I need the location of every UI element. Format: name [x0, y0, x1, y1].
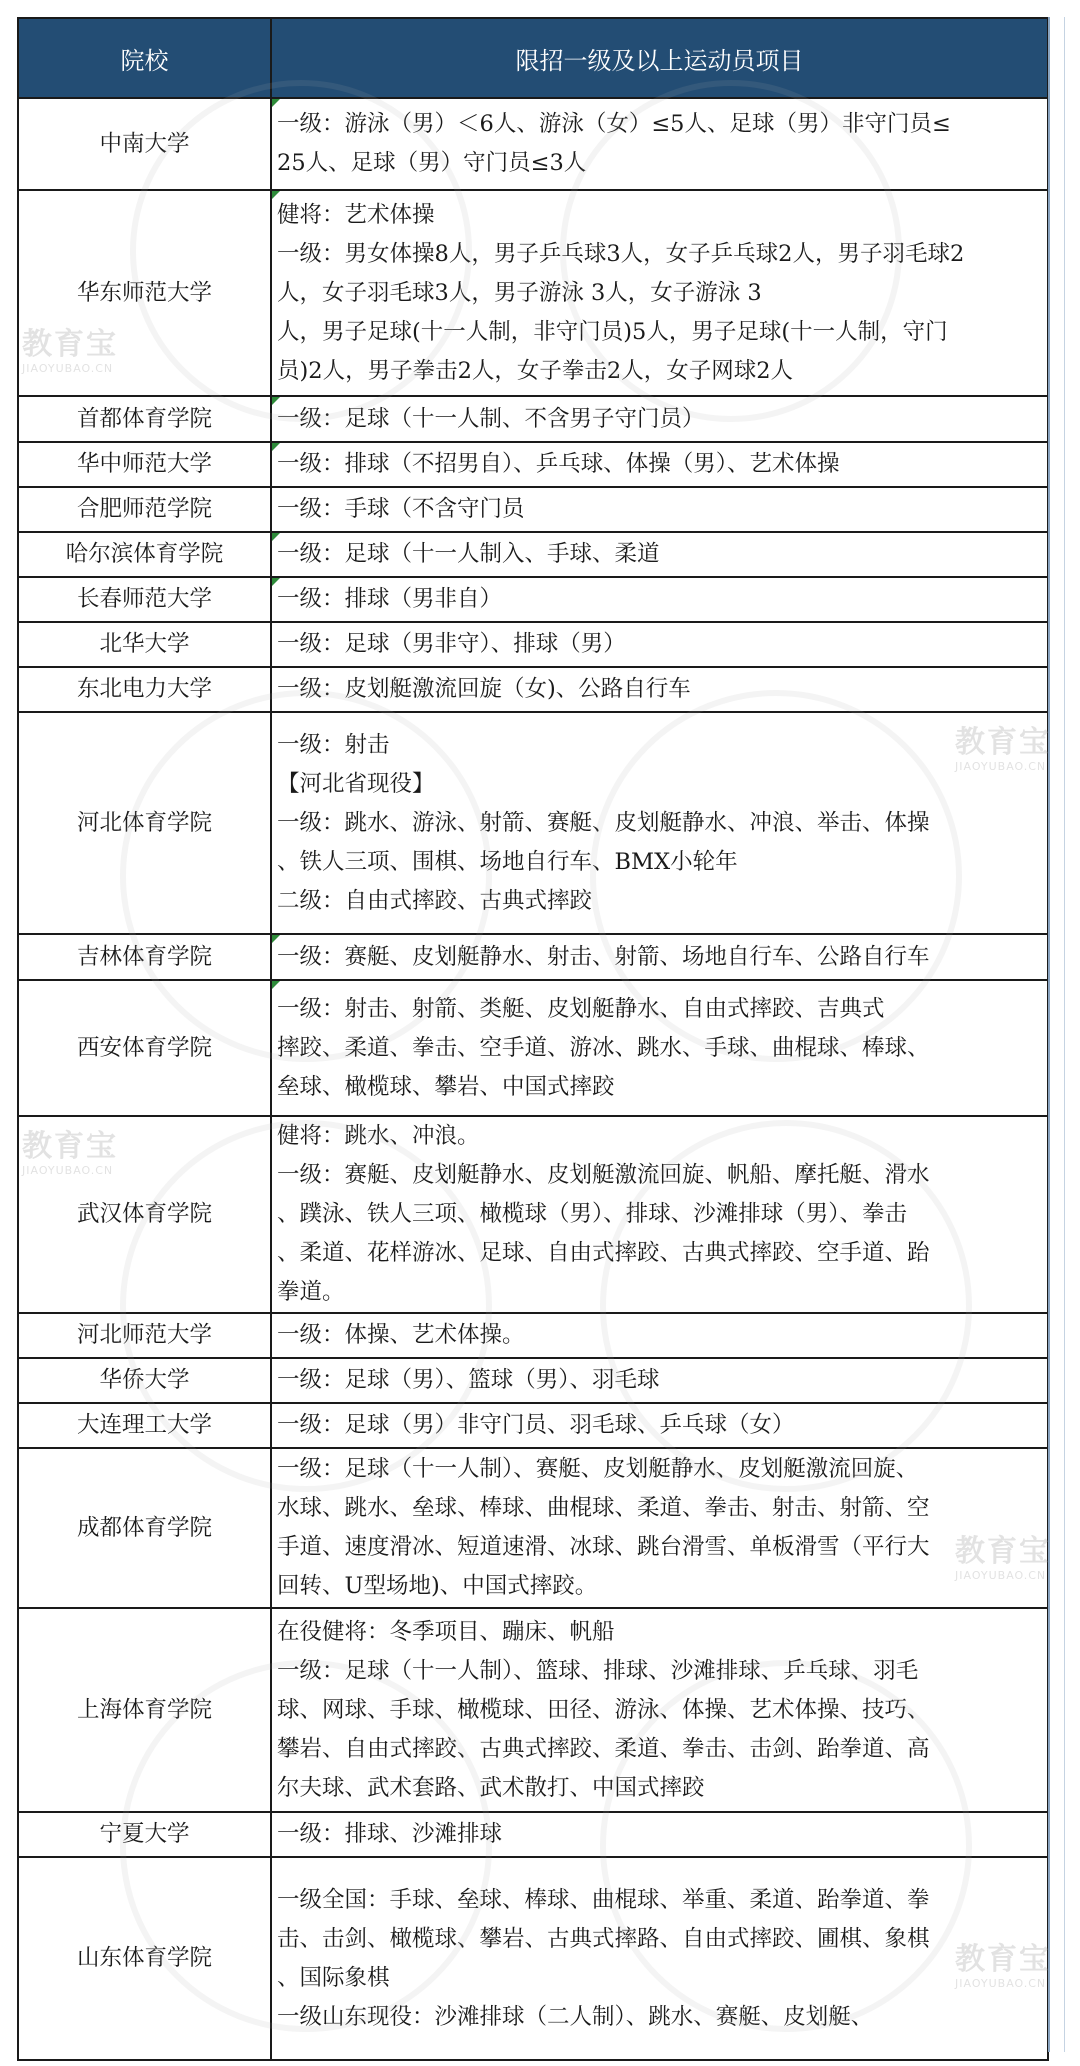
- school-name: 山东体育学院: [18, 1857, 271, 2060]
- watermark-brand: 教育宝: [955, 1942, 1051, 1977]
- requirement-line: 尔夫球、武术套路、武术散打、中国式摔跤: [277, 1774, 705, 1801]
- requirement-line: 一级：排球、沙滩排球: [277, 1821, 503, 1847]
- watermark-domain: JIAOYUBAO.CN: [22, 1164, 114, 1177]
- table-row: [18, 577, 1048, 622]
- watermark-brand: 教育宝: [22, 1129, 118, 1164]
- requirement-line: 回转、U型场地)、中国式摔跤。: [277, 1573, 598, 1599]
- requirement-line: 一级：体操、艺术体操。: [277, 1322, 525, 1348]
- watermark-domain: JIAOYUBAO.CN: [955, 760, 1047, 773]
- table-row: [18, 1812, 1048, 1857]
- school-name: 西安体育学院: [18, 980, 271, 1116]
- school-name: 吉林体育学院: [18, 934, 271, 980]
- sport-requirements: [271, 487, 1048, 532]
- sport-requirements: [271, 622, 1048, 667]
- requirement-line: 一级：赛艇、皮划艇静水、皮划艇激流回旋、帆船、摩托艇、滑水: [277, 1162, 930, 1188]
- requirement-line: 、国际象棋: [277, 1964, 390, 1991]
- school-name: 北华大学: [18, 622, 271, 667]
- requirement-line: 一级：足球（十一人制入、手球、柔道: [277, 541, 660, 567]
- sport-requirements: [271, 190, 1048, 396]
- sport-requirements: [271, 442, 1048, 487]
- requirement-line: 一级：手球（不含守门员: [277, 496, 525, 522]
- school-name: 武汉体育学院: [18, 1116, 271, 1313]
- table-header-row: [18, 18, 1048, 98]
- comment-marker-icon: [272, 397, 280, 405]
- comment-marker-icon: [272, 981, 280, 989]
- table-row: [18, 934, 1048, 980]
- watermark-domain: JIAOYUBAO.CN: [955, 1977, 1047, 1990]
- watermark-brand: 教育宝: [22, 327, 118, 362]
- requirement-line: 击、击剑、橄榄球、攀岩、古典式摔路、自由式摔跤、圃棋、象棋: [277, 1925, 930, 1952]
- requirement-line: 健将：跳水、冲浪。: [277, 1123, 480, 1149]
- table-row: [18, 1358, 1048, 1403]
- requirement-line: 一级：射击: [277, 731, 390, 758]
- table-row: [18, 442, 1048, 487]
- requirement-line: 水球、跳水、垒球、棒球、曲棍球、柔道、拳击、射击、射箭、空: [277, 1495, 930, 1521]
- requirement-line: 一级：足球（男）、篮球（男）、羽毛球: [277, 1367, 660, 1393]
- requirement-line: 一级：射击、射箭、类艇、皮划艇静水、自由式摔跤、吉典式: [277, 995, 885, 1022]
- requirement-line: 一级：排球（不招男自）、乒乓球、体操（男）、艺术体操: [277, 451, 840, 477]
- requirement-line: 垒球、橄榄球、攀岩、中国式摔跤: [277, 1073, 615, 1100]
- sport-requirements: [271, 1857, 1048, 2060]
- school-name: 华中师范大学: [18, 442, 271, 487]
- admission-table: [17, 17, 1049, 2061]
- comment-marker-icon: [272, 99, 280, 107]
- requirement-line: 员)2人，男子拳击2人，女子拳击2人，女子网球2人: [277, 357, 794, 384]
- watermark-brand: 教育宝: [955, 725, 1051, 760]
- school-name: 大连理工大学: [18, 1403, 271, 1448]
- school-name: 首都体育学院: [18, 396, 271, 442]
- requirement-line: 25人、足球（男）守门员≤3人: [277, 150, 587, 176]
- requirement-line: 摔跤、柔道、拳击、空手道、游冰、跳水、手球、曲棍球、棒球、: [277, 1034, 930, 1061]
- page-edge-line: [1064, 17, 1065, 2052]
- page-edge-shadow: [1048, 17, 1062, 2052]
- sport-requirements: [271, 1313, 1048, 1358]
- school-name: 东北电力大学: [18, 667, 271, 712]
- requirement-line: 一级全国：手球、垒球、棒球、曲棍球、举重、柔道、跆拳道、拳: [277, 1886, 930, 1913]
- header-school: 院校: [18, 18, 271, 98]
- table-row: [18, 980, 1048, 1116]
- school-name: 中南大学: [18, 98, 271, 190]
- table-row: [18, 1116, 1048, 1313]
- sport-requirements: [271, 1608, 1048, 1812]
- requirement-line: 一级：足球（十一人制）、赛艇、皮划艇静水、皮划艇激流回旋、: [277, 1456, 919, 1482]
- table-row: [18, 1313, 1048, 1358]
- requirement-line: 一级：足球（十一人制）、篮球、排球、沙滩排球、乒乓球、羽毛: [277, 1657, 919, 1684]
- requirement-line: 拳道。: [277, 1279, 345, 1305]
- requirement-line: 二级：自由式摔跤、古典式摔跤: [277, 887, 593, 914]
- school-name: 合肥师范学院: [18, 487, 271, 532]
- table-row: [18, 1857, 1048, 2060]
- comment-marker-icon: [272, 443, 280, 451]
- school-name: 宁夏大学: [18, 1812, 271, 1857]
- table-row: [18, 98, 1048, 190]
- sport-requirements: [271, 934, 1048, 980]
- requirement-line: 一级山东现役：沙滩排球（二人制）、跳水、赛艇、皮划艇、: [277, 2003, 874, 2030]
- header-items: 限招一级及以上运动员项目: [271, 18, 1048, 98]
- school-name: 哈尔滨体育学院: [18, 532, 271, 577]
- table-body: [18, 98, 1048, 2060]
- sport-requirements: [271, 712, 1048, 934]
- sport-requirements: [271, 577, 1048, 622]
- requirement-line: 一级：足球（十一人制、不含男子守门员）: [277, 405, 705, 432]
- requirement-line: 、柔道、花样游冰、足球、自由式摔跤、古典式摔跤、空手道、跆: [277, 1240, 930, 1266]
- watermark-brand: 教育宝: [955, 1534, 1051, 1569]
- comment-marker-icon: [272, 578, 280, 586]
- requirement-line: 在役健将：冬季项目、蹦床、帆船: [277, 1618, 615, 1645]
- sport-requirements: [271, 98, 1048, 190]
- requirement-line: 一级：男女体操8人，男子乒乓球3人，女子乒乓球2人，男子羽毛球2: [277, 240, 965, 267]
- school-name: 长春师范大学: [18, 577, 271, 622]
- sport-requirements: [271, 667, 1048, 712]
- requirement-line: 人，女子羽毛球3人，男子游泳 3人，女子游泳 3: [277, 279, 762, 306]
- requirement-line: 手道、速度滑冰、短道速滑、冰球、跳台滑雪、单板滑雪（平行大: [277, 1534, 930, 1560]
- requirement-line: 攀岩、自由式摔跤、古典式摔跤、柔道、拳击、击剑、跆拳道、高: [277, 1735, 930, 1762]
- requirement-line: 一级：足球（男）非守门员、羽毛球、乒乓球（女）: [277, 1412, 795, 1438]
- comment-marker-icon: [272, 533, 280, 541]
- requirement-line: 【河北省现役】: [277, 770, 435, 797]
- sport-requirements: [271, 396, 1048, 442]
- school-name: 华侨大学: [18, 1358, 271, 1403]
- school-name: 华东师范大学: [18, 190, 271, 396]
- watermark-domain: JIAOYUBAO.CN: [22, 362, 114, 375]
- table-row: [18, 396, 1048, 442]
- requirement-line: 一级：排球（男非自）: [277, 586, 503, 612]
- requirement-line: 、蹼泳、铁人三项、橄榄球（男）、排球、沙滩排球（男）、拳击: [277, 1201, 908, 1227]
- sport-requirements: [271, 980, 1048, 1116]
- sport-requirements: [271, 1358, 1048, 1403]
- table-row: [18, 1403, 1048, 1448]
- table-row: [18, 622, 1048, 667]
- requirement-line: 一级：赛艇、皮划艇静水、射击、射箭、场地自行车、公路自行车: [277, 943, 930, 970]
- requirement-line: 一级：皮划艇激流回旋（女)、公路自行车: [277, 676, 691, 702]
- table-row: [18, 190, 1048, 396]
- watermark-domain: JIAOYUBAO.CN: [955, 1569, 1047, 1582]
- requirement-line: 健将：艺术体操: [277, 201, 435, 228]
- sport-requirements: [271, 1448, 1048, 1608]
- school-name: 上海体育学院: [18, 1608, 271, 1812]
- sport-requirements: [271, 1403, 1048, 1448]
- sport-requirements: [271, 532, 1048, 577]
- school-name: 成都体育学院: [18, 1448, 271, 1608]
- sport-requirements: [271, 1116, 1048, 1313]
- table-row: [18, 1608, 1048, 1812]
- school-name: 河北师范大学: [18, 1313, 271, 1358]
- table-row: [18, 712, 1048, 934]
- requirement-line: 一级：游泳（男）＜6人、游泳（女）≤5人、足球（男）非守门员≤: [277, 111, 951, 137]
- admission-table-container: [17, 17, 1047, 2061]
- table-row: [18, 667, 1048, 712]
- requirement-line: 球、网球、手球、橄榄球、田径、游泳、体操、艺术体操、技巧、: [277, 1696, 930, 1723]
- requirement-line: 人，男子足球(十一人制，非守门员)5人，男子足球(十一人制，守门: [277, 318, 948, 345]
- table-row: [18, 487, 1048, 532]
- comment-marker-icon: [272, 191, 280, 199]
- comment-marker-icon: [272, 935, 280, 943]
- requirement-line: 、铁人三项、围棋、场地自行车、BMX小轮年: [277, 848, 738, 875]
- sport-requirements: [271, 1812, 1048, 1857]
- table-row: [18, 1448, 1048, 1608]
- school-name: 河北体育学院: [18, 712, 271, 934]
- requirement-line: 一级：足球（男非守）、排球（男）: [277, 631, 626, 657]
- requirement-line: 一级：跳水、游泳、射箭、赛艇、皮划艇静水、冲浪、举击、体操: [277, 809, 930, 836]
- table-row: [18, 532, 1048, 577]
